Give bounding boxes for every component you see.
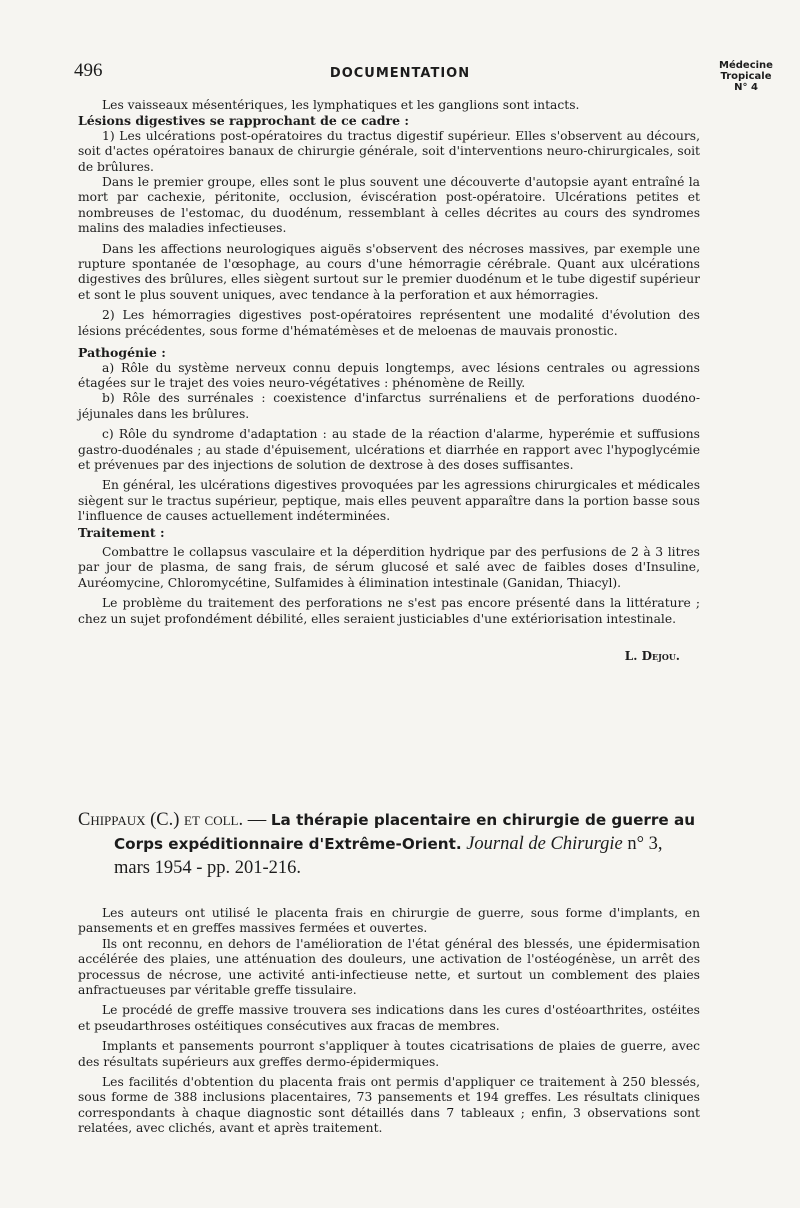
running-title: DOCUMENTATION — [329, 66, 471, 81]
author-signature: L. Dejou. — [624, 649, 680, 663]
section-heading-pathogenie: Pathogénie : — [78, 345, 166, 361]
paragraph: Ils ont reconnu, en dehors de l'amélioration de l'état général des blessés, une épidermisation accélérée des plaies, une atténuation des douleurs, une activation de l'ostéogénèse, un arrêt des processus de nécrose, une activité anti-infectieuse nette, et surtout un comblement des plaies anfractueuses par véritable greffe tissulaire. — [78, 936, 700, 998]
paragraph: c) Rôle du syndrome d'adaptation : au stade de la réaction d'alarme, hyperémie et suffusions gastro-duodénales ; au stade d'épuisement, ulcérations et diarrhée en rapport avec l'hypoglycémie et prévenues par des injections de solution de dextrose à des doses suffisantes. — [78, 427, 700, 472]
journal-tag-line: Médecine — [719, 60, 773, 71]
bibliographic-review — [78, 808, 700, 1137]
citation-journal: Journal de Chirurgie — [466, 834, 623, 854]
paragraph: Le problème du traitement des perforations ne s'est pas encore présenté dans la littérature ; chez un sujet profondément débilité, elles seraient justiciables d'une extériorisation intestinale. — [78, 596, 700, 626]
journal-tag-line: Tropicale — [720, 71, 772, 82]
section-heading-traitement: Traitement : — [78, 524, 165, 540]
review-body — [78, 906, 700, 1137]
page-number: 496 — [74, 60, 103, 81]
paragraph: 2) Les hémorragies digestives post-opératoires représentent une modalité d'évolution des lésions précédentes, sous forme d'hématémèses et de meloenas de mauvais pronostic. — [78, 308, 700, 338]
citation-issue: n° 3, mars 1954 - pp. 201-216. — [114, 834, 663, 878]
article-continuation — [78, 98, 700, 664]
citation-title: La thérapie placentaire en chirurgie de guerre au Corps expéditionnaire d'Extrême-Orient. — [114, 811, 696, 853]
citation — [78, 808, 700, 880]
paragraph: Dans le premier groupe, elles sont le plus souvent une découverte d'autopsie ayant entraîné la mort par cachexie, péritonite, occlusion, éviscération post-opératoire. Ulcérations petites et nombreuses de l'estomac, du duodénum, ressemblant à celles décrites au cours des syndromes malins des maladies infectieuses. — [78, 175, 700, 236]
paragraph: En général, les ulcérations digestives provoquées par les agressions chirurgicales et médicales siègent sur le tractus supérieur, peptique, mais elles peuvent apparaître dans la portion basse sous l'influence de causes actuellement indéterminées. — [78, 478, 700, 524]
section-heading-lesions: Lésions digestives se rapprochant de ce cadre : — [78, 113, 410, 129]
paragraph: Le procédé de greffe massive trouvera ses indications dans les cures d'ostéoarthrites, ostéites et pseudarthroses ostéitiques consécutives aux fracas de membres. — [78, 1003, 700, 1033]
paragraph: b) Rôle des surrénales : coexistence d'infarctus surrénaliens et de perforations duodéno-jéjunales dans les brûlures. — [78, 391, 700, 421]
paragraph: Les facilités d'obtention du placenta frais ont permis d'appliquer ce traitement à 250 blessés, sous forme de 388 inclusions placentaires, 73 pansements et 194 greffes. Les résultats cliniques correspondants à chaque diagnostic sont détaillés dans 7 tableaux ; enfin, 3 observations sont relatées, avec clichés, avant et après traitement. — [78, 1075, 700, 1136]
paragraph: Les auteurs ont utilisé le placenta frais en chirurgie de guerre, sous forme d'implants, en pansements et en greffes massives fermées et ouvertes. — [78, 906, 700, 936]
paragraph: Les vaisseaux mésentériques, les lymphatiques et les ganglions sont intacts. — [102, 98, 580, 112]
paragraph: Implants et pansements pourront s'appliquer à toutes cicatrisations de plaies de guerre, avec des résultats supérieurs aux greffes dermo-épidermiques. — [78, 1039, 700, 1069]
journal-tag — [706, 60, 786, 93]
journal-tag-line: N° 4 — [734, 82, 758, 93]
paragraph: Dans les affections neurologiques aiguës s'observent des nécroses massives, par exemple une rupture spontanée de l'œsophage, au cours d'une hémorragie cérébrale. Quant aux ulcérations digestives des brûlures, elles siègent surtout sur le premier duodénum et le tube digestif supérieur et sont le plus souvent uniques, avec tendance à la perforation et aux hémorragies. — [78, 241, 700, 302]
paragraph: a) Rôle du système nerveux connu depuis longtemps, avec lésions centrales ou agressions étagées sur le trajet des voies neuro-végétatives : phénomène de Reilly. — [78, 360, 700, 390]
citation-authors: Chippaux (C.) et coll. — — [78, 810, 267, 830]
paragraph: Combattre le collapsus vasculaire et la déperdition hydrique par des perfusions de 2 à 3 litres par jour de plasma, de sang frais, de sérum glucosé et salé avec de faibles doses d'Insuline, Auréomycine, Chloromycétine, Sulfamides à élimination intestinale (Ganidan, Thiacyl). — [78, 544, 700, 590]
page-header — [0, 0, 800, 100]
paragraph: 1) Les ulcérations post-opératoires du tractus digestif supérieur. Elles s'observent au décours, soit d'actes opératoires banaux de chirurgie générale, soit d'interventions neuro-chirurgicales, soit de brûlures. — [78, 128, 700, 174]
